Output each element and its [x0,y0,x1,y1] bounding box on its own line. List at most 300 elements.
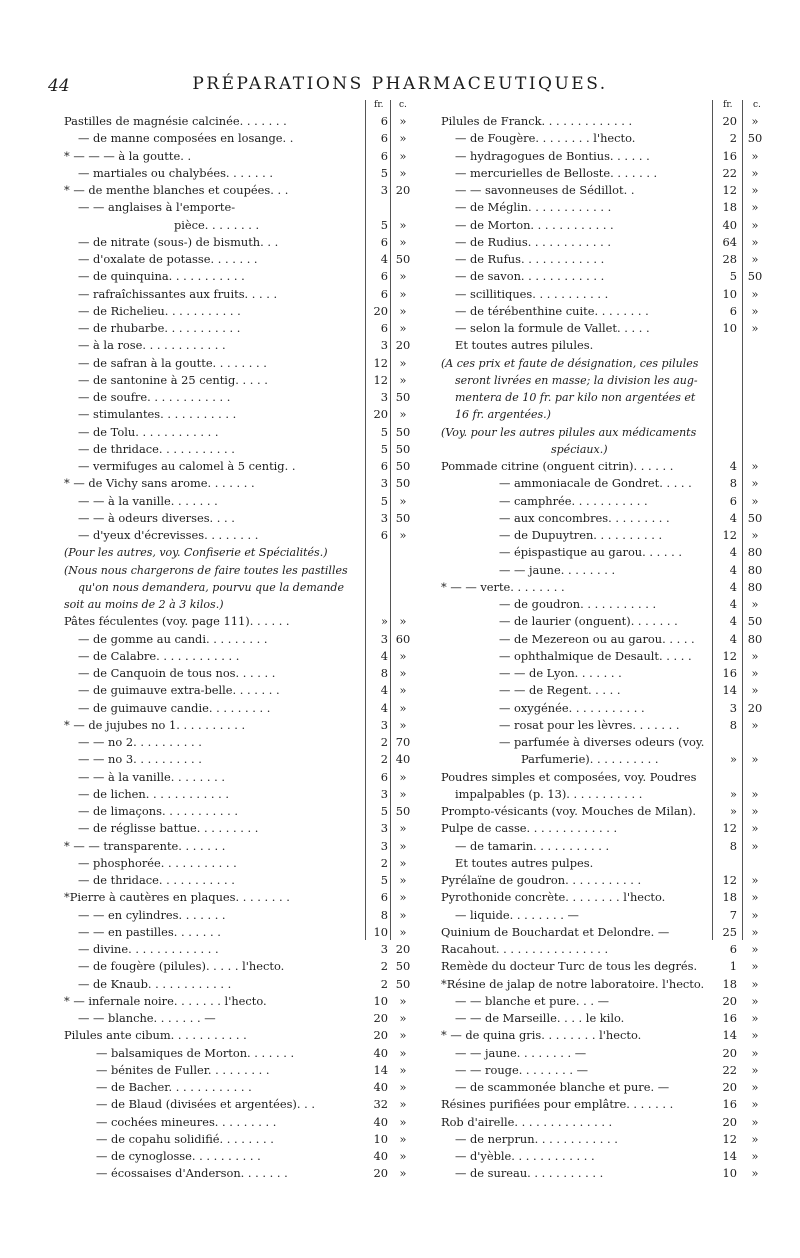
entry-text: impalpables (p. 13). . . . . . . . . . . [455,786,643,801]
price-francs: 20 [373,1011,388,1025]
price-entry [64,889,416,906]
entry-text: — camphrée. . . . . . . . . . . [499,493,648,508]
price-centimes: 80 [747,579,763,594]
price-francs: 4 [729,614,737,629]
price-francs: 12 [722,648,737,663]
price-entry [441,510,770,527]
entry-text: pièce. . . . . . . . [174,217,260,232]
price-centimes: » [751,648,759,663]
entry-text: (Pour les autres, voy. Confiserie et Spécialités.) [64,546,328,560]
price-entry [441,475,770,492]
price-francs: 14 [722,683,737,698]
entry-text: — aux concombres. . . . . . . . . [499,510,670,525]
price-centimes: » [399,873,407,887]
price-centimes: » [399,890,407,905]
price-centimes: 50 [395,510,411,525]
price-francs: 2 [380,959,388,974]
price-centimes: » [399,493,407,508]
price-centimes: » [399,355,407,370]
price-entry [64,1062,416,1079]
price-entry [64,182,416,199]
price-centimes: » [751,528,759,542]
price-entry [64,372,416,389]
price-centimes: » [751,717,759,732]
price-entry [441,1027,770,1044]
entry-text: — de manne composées en losange. . [78,131,294,146]
price-entry [64,510,416,527]
entry-text: Pâtes féculentes (voy. page 111). . . . . . [64,614,290,629]
price-entry [441,372,770,389]
price-francs: 2 [380,976,388,991]
price-francs: 10 [722,1166,737,1181]
entry-text: Pastilles de magnésie calcinée. . . . . . . [64,114,287,128]
price-centimes: » [751,683,759,698]
entry-text: Parfumerie). . . . . . . . . . [521,752,659,767]
entry-text: — hydragogues de Bontius. . . . . . [455,148,650,163]
entry-text: * — de menthe blanches et coupées. . . [64,183,289,197]
price-entry [64,493,416,510]
price-centimes: » [399,1045,407,1060]
entry-text: Et toutes autres pilules. [455,338,594,353]
price-entry [441,217,770,234]
entry-text: qu'on nous demandera, pourvu que la demande [78,580,344,594]
price-francs: 1 [729,959,737,974]
price-centimes: » [751,1028,759,1043]
entry-text: — — blanche. . . . . . . — [78,1011,216,1025]
price-centimes: » [399,148,407,163]
price-entry [64,406,416,423]
price-entry [64,527,416,544]
price-entry [64,682,416,699]
entry-text: — de lichen. . . . . . . . . . . . [78,786,230,801]
price-francs: 5 [380,873,388,887]
entry-text: — de thridace. . . . . . . . . . . [78,441,235,456]
entry-text: — — anglaises à l'emporte- [78,200,236,215]
price-entry [441,786,770,803]
price-centimes: 50 [395,390,411,404]
price-francs: 3 [380,510,388,525]
left-entries [64,113,416,1183]
entry-text: * — — — à la goutte. . [64,148,192,163]
price-centimes: » [399,131,407,146]
entry-text: — phosphorée. . . . . . . . . . . [78,855,237,870]
entry-text: mentera de 10 fr. par kilo non argentées et [455,391,696,404]
price-centimes: 20 [395,183,411,197]
price-francs: 40 [373,1080,388,1094]
entry-text: spéciaux.) [551,442,608,456]
entry-text: — de Richelieu. . . . . . . . . . . [78,303,241,318]
price-entry [64,544,416,561]
price-centimes: » [751,1166,759,1181]
entry-text: — bénites de Fuller. . . . . . . . . [96,1062,270,1077]
price-francs: 8 [380,666,388,680]
price-centimes: » [399,683,407,698]
price-francs: 7 [729,907,737,922]
price-francs: 20 [373,1166,388,1181]
price-entry [64,199,416,216]
price-francs: 6 [380,890,388,905]
price-francs: 28 [722,252,737,266]
entry-text: (A ces prix et faute de désignation, ces pilules [441,356,699,370]
entry-text: Quinium de Bouchardat et Delondre. — [441,924,670,939]
price-francs: 10 [722,321,737,335]
entry-text: — — en pastilles. . . . . . . [78,924,221,939]
price-entry [64,424,416,441]
price-entry [441,682,770,699]
entry-text: — de limaçons. . . . . . . . . . . [78,804,238,818]
price-centimes: » [751,597,759,611]
price-francs: 3 [380,717,388,732]
price-francs: 16 [722,666,737,680]
price-francs: 3 [380,838,388,853]
price-centimes: 50 [747,269,763,284]
entry-text: — de soufre. . . . . . . . . . . . [78,390,231,404]
price-francs: 4 [380,683,388,698]
price-centimes: » [399,855,407,870]
price-francs: 6 [380,114,388,128]
price-entry [441,113,770,130]
entry-text: * — — transparente. . . . . . . [64,838,226,853]
price-entry [64,941,416,958]
price-centimes: » [399,114,407,128]
price-entry [441,1096,770,1113]
price-entry [441,907,770,924]
price-centimes: 50 [395,459,411,473]
price-entry [64,441,416,458]
page-number: 44 [48,76,70,96]
price-centimes: » [751,993,759,1008]
entry-text: — d'oxalate de potasse. . . . . . . [78,252,258,266]
price-entry [441,751,770,768]
entry-text: — — jaune. . . . . . . . — [455,1045,587,1060]
price-francs: » [381,614,388,629]
price-entry [64,665,416,682]
price-francs: 20 [722,1114,737,1129]
price-centimes: 50 [747,510,763,525]
price-centimes: » [399,1114,407,1129]
price-francs: 6 [380,148,388,163]
price-francs: 4 [729,562,737,577]
right-entries [441,113,770,1183]
entry-text: — mercurielles de Belloste. . . . . . . [455,165,658,180]
entry-text: — de Bacher. . . . . . . . . . . . [96,1080,252,1094]
price-francs: 4 [729,545,737,560]
price-centimes: » [399,528,407,542]
price-francs: 3 [380,338,388,353]
price-francs: 8 [729,717,737,732]
price-centimes: 80 [747,562,763,577]
price-centimes: » [399,1166,407,1181]
centimes-header: c. [753,100,761,110]
price-francs: 20 [722,993,737,1008]
price-entry [441,182,770,199]
entry-text: — rafraîchissantes aux fruits. . . . . [78,286,278,301]
entry-text: — — savonneuses de Sédillot. . [455,183,635,197]
price-entry [64,1148,416,1165]
price-centimes: » [751,976,759,991]
price-francs: 4 [729,631,737,646]
price-francs: 5 [380,165,388,180]
price-entry [441,1062,770,1079]
entry-text: Et toutes autres pulpes. [455,855,594,870]
entry-text: — de quinquina. . . . . . . . . . . [78,269,245,284]
price-francs: 40 [373,1149,388,1163]
price-centimes: » [399,993,407,1008]
price-francs: 12 [722,1131,737,1146]
price-entry [64,1010,416,1027]
entry-text: — de térébenthine cuite. . . . . . . . [455,303,649,318]
price-centimes: » [399,286,407,301]
entry-text: * — — verte. . . . . . . . [441,579,565,594]
price-francs: 5 [380,441,388,456]
price-centimes: » [399,786,407,801]
price-centimes: » [399,165,407,180]
price-francs: 6 [380,321,388,335]
price-francs: 4 [729,459,737,473]
entry-text: — liquide. . . . . . . . — [455,907,579,922]
price-entry [441,441,770,458]
price-centimes: » [751,114,759,128]
entry-text: Poudres simples et composées, voy. Poudres [441,769,697,784]
price-entry [441,544,770,561]
price-entry [64,562,416,579]
price-entry [64,1045,416,1062]
price-entry [441,286,770,303]
entry-text: — de tamarin. . . . . . . . . . . [455,838,610,853]
entry-text: Pilules de Franck. . . . . . . . . . . . . [441,114,633,128]
entry-text: — — à la vanille. . . . . . . . [78,769,226,784]
entry-text: — — no 2. . . . . . . . . . [78,735,202,749]
price-francs: 32 [373,1097,388,1112]
price-francs: 18 [722,200,737,215]
price-francs: 6 [729,493,737,508]
entry-text: — de fougère (pilules). . . . . l'hecto. [78,959,285,974]
price-centimes: » [751,1062,759,1077]
price-entry [64,769,416,786]
price-centimes: » [399,838,407,853]
price-francs: » [730,804,737,818]
price-entry [64,751,416,768]
price-entry [64,355,416,372]
price-francs: 64 [722,234,737,249]
price-centimes: » [751,217,759,232]
entry-text: * — de jujubes no 1. . . . . . . . . . [64,717,246,732]
price-centimes: » [751,907,759,922]
entry-text: — — de Lyon. . . . . . . [499,666,622,680]
price-header [64,99,416,113]
price-centimes: » [399,234,407,249]
price-centimes: » [751,252,759,266]
price-centimes: » [399,769,407,784]
price-centimes: » [751,924,759,939]
entry-text: seront livrées en masse; la division les aug- [455,373,698,387]
price-entry [441,424,770,441]
price-centimes: » [751,286,759,301]
price-centimes: » [751,959,759,974]
price-centimes: » [399,217,407,232]
price-entry [64,631,416,648]
price-centimes: » [399,407,407,422]
price-francs: 20 [373,303,388,318]
right-column [441,99,770,1183]
price-centimes: » [751,493,759,508]
entry-text: — d'yèble. . . . . . . . . . . . [455,1149,595,1163]
entry-text: — ammoniacale de Gondret. . . . . [499,476,692,491]
entry-text: — scillitiques. . . . . . . . . . . [455,286,609,301]
entry-text: — épispastique au garou. . . . . . [499,545,682,560]
price-entry [64,148,416,165]
price-entry [441,1131,770,1148]
price-centimes: » [751,752,759,767]
price-centimes: » [751,459,759,473]
price-entry [64,1131,416,1148]
price-centimes: » [751,1097,759,1112]
entry-text: — de thridace. . . . . . . . . . . [78,873,235,887]
price-centimes: » [751,838,759,853]
entry-text: — — en cylindres. . . . . . . [78,907,226,922]
price-entry [441,889,770,906]
price-francs: 10 [373,1131,388,1146]
entry-text: Remède du docteur Turc de tous les degrés. [441,959,698,974]
price-entry [64,786,416,803]
price-entry [64,1096,416,1113]
entry-text: — de Méglin. . . . . . . . . . . . [455,200,612,215]
price-entry [441,855,770,872]
price-francs: 6 [380,528,388,542]
price-centimes: » [751,148,759,163]
price-entry [64,872,416,889]
price-centimes: » [751,303,759,318]
price-entry [64,734,416,751]
entry-text: — — rouge. . . . . . . . — [455,1062,589,1077]
price-entry [441,234,770,251]
entry-text: — de Dupuytren. . . . . . . . . . [499,528,663,542]
entry-text: — ophthalmique de Desault. . . . . [499,648,692,663]
price-centimes: 50 [747,131,763,146]
entry-text: Prompto-vésicants (voy. Mouches de Milan). [441,804,697,818]
price-centimes: » [399,1062,407,1077]
entry-text: Pommade citrine (onguent citrin). . . . . . [441,459,674,473]
price-francs: 10 [373,924,388,939]
entry-text: * — de quina gris. . . . . . . . l'hecto. [441,1028,642,1043]
price-entry [64,1165,416,1182]
entry-text: Pulpe de casse. . . . . . . . . . . . . [441,821,618,836]
price-francs: 12 [373,372,388,387]
price-entry [441,734,770,751]
price-entry [441,1010,770,1027]
price-centimes: » [751,890,759,905]
price-entry [64,907,416,924]
price-francs: 20 [722,1080,737,1094]
entry-text: — divine. . . . . . . . . . . . . [78,942,219,956]
price-francs: 2 [729,131,737,146]
price-entry [441,976,770,993]
price-centimes: » [399,1080,407,1094]
entry-text: Racahout. . . . . . . . . . . . . . . . [441,942,609,956]
entry-text: * — infernale noire. . . . . . . l'hecto. [64,993,267,1008]
entry-text: — de Rufus. . . . . . . . . . . . [455,252,605,266]
price-centimes: » [751,786,759,801]
price-centimes: » [399,614,407,629]
price-entry [64,820,416,837]
price-centimes: 50 [395,252,411,266]
entry-text: — de nitrate (sous-) de bismuth. . . [78,234,279,249]
entry-text: — selon la formule de Vallet. . . . . [455,321,650,335]
price-entry [441,1148,770,1165]
price-entry [441,700,770,717]
price-francs: 6 [380,286,388,301]
entry-text: 16 fr. argentées.) [455,408,551,422]
entry-text: — de copahu solidifié. . . . . . . . [96,1131,274,1146]
price-entry [441,337,770,354]
price-centimes: 20 [747,700,763,715]
price-francs: 14 [373,1062,388,1077]
price-francs: 2 [380,752,388,767]
price-centimes: 50 [395,959,411,974]
entry-text: — de guimauve extra-belle. . . . . . . [78,683,280,698]
price-entry [441,199,770,216]
price-francs: 5 [380,217,388,232]
entry-text: — de cynoglosse. . . . . . . . . . [96,1149,261,1163]
entry-text: — balsamiques de Morton. . . . . . . [96,1045,295,1060]
price-entry [64,458,416,475]
entry-text: — de santonine à 25 centig. . . . . [78,372,268,387]
price-centimes: » [751,1045,759,1060]
price-entry [64,234,416,251]
price-entry [441,303,770,320]
price-entry [441,769,770,786]
price-francs: 5 [380,804,388,818]
price-centimes: » [399,666,407,680]
price-entry [64,976,416,993]
price-entry [441,493,770,510]
price-francs: » [730,786,737,801]
price-francs: 2 [380,855,388,870]
price-centimes: » [751,942,759,956]
price-francs: 6 [380,459,388,473]
price-entry [441,924,770,941]
price-entry [64,113,416,130]
price-centimes: 80 [747,631,763,646]
entry-text: — martiales ou chalybées. . . . . . . [78,165,273,180]
price-francs: 40 [722,217,737,232]
entry-text: — écossaises d'Anderson. . . . . . . [96,1166,288,1181]
price-francs: 14 [722,1028,737,1043]
price-entry [64,924,416,941]
price-francs: 22 [722,1062,737,1077]
price-centimes: 20 [395,338,411,353]
price-francs: 18 [722,976,737,991]
entry-text: — de Rudius. . . . . . . . . . . . [455,234,611,249]
price-entry [441,389,770,406]
price-francs: 5 [729,269,737,284]
entry-text: *Pierre à cautères en plaques. . . . . . . . [64,890,290,905]
price-centimes: 40 [395,752,411,767]
price-entry [441,458,770,475]
price-entry [64,389,416,406]
price-centimes: 70 [395,735,411,749]
price-entry [64,337,416,354]
price-centimes: » [399,1028,407,1043]
price-entry [64,855,416,872]
price-francs: 3 [380,821,388,836]
entry-text: — vermifuges au calomel à 5 centig. . [78,459,296,473]
price-francs: 3 [380,183,388,197]
price-entry [441,130,770,147]
price-entry [441,648,770,665]
price-francs: 4 [729,510,737,525]
price-entry [441,268,770,285]
